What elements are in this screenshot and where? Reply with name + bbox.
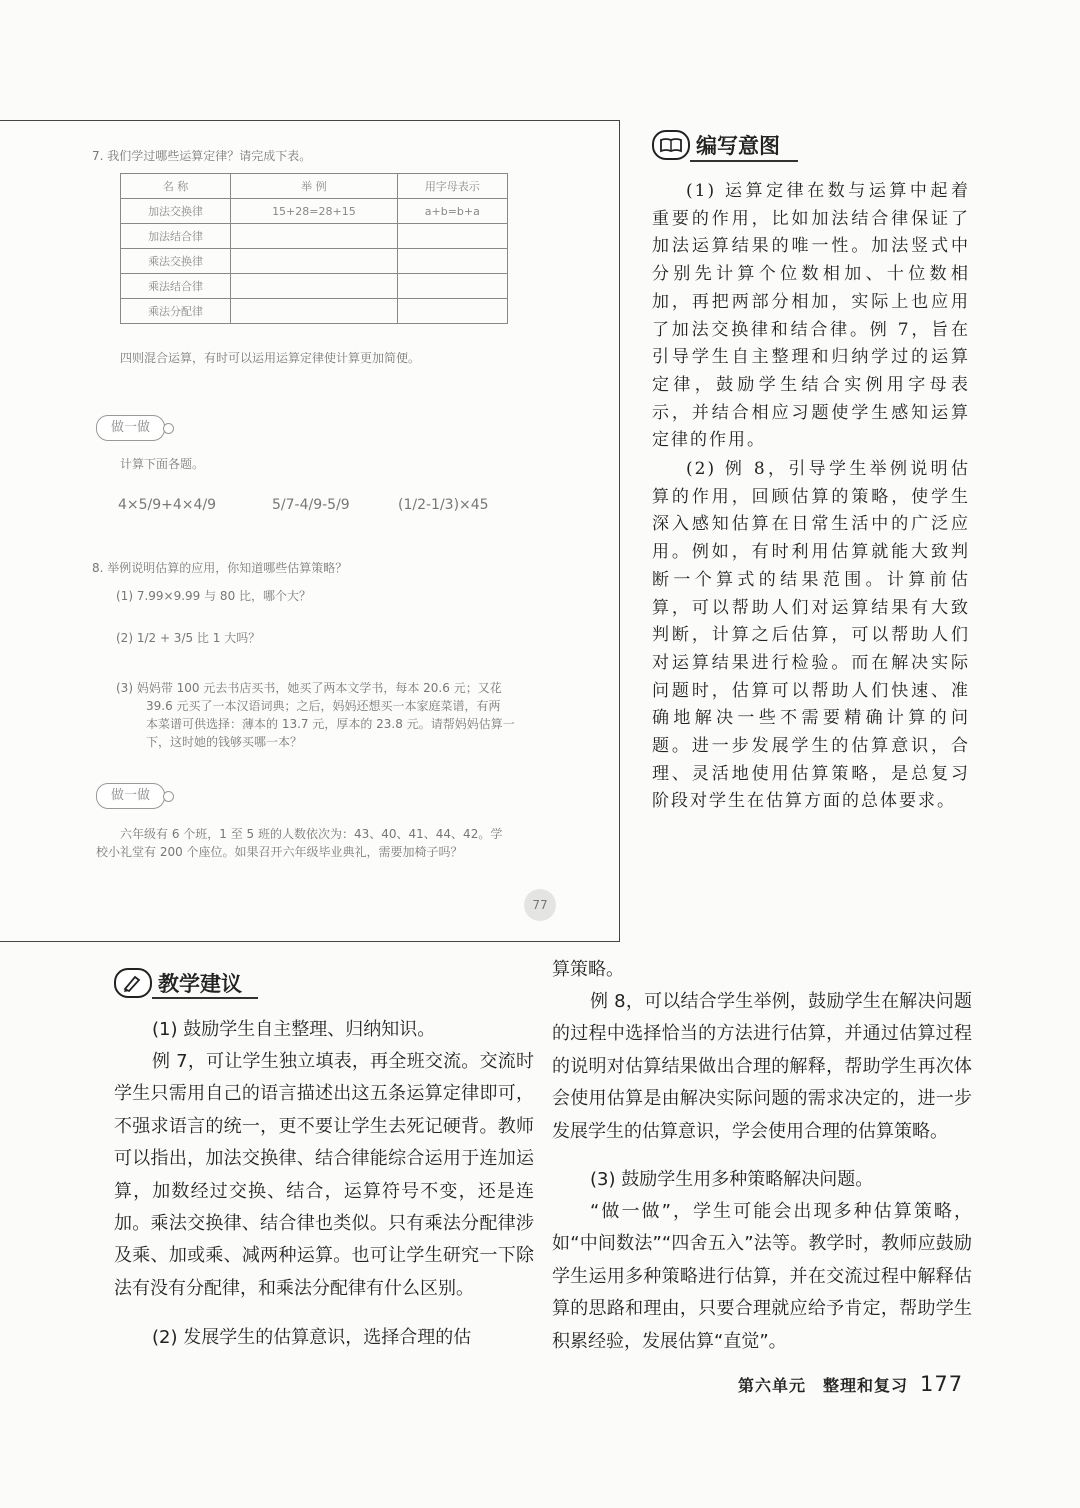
table-row: [121, 274, 508, 299]
suggestion-paragraph: 例 8，可以结合学生举例，鼓励学生在解决问题的过程中选择恰当的方法进行估算，并通过估算过程的说明对估算结果做出合理的解释，帮助学生再次体会使用估算是由解决实际问题的需求决定的，进一步发展学生的估算意识，学会使用合理的估算策略。: [552, 991, 972, 1142]
table-cell: 乘法分配律: [121, 299, 231, 324]
table-cell: [231, 249, 397, 274]
question-8-3: 本菜谱可供选择：薄本的 13.7 元，厚本的 23.8 元。请帮妈妈估算一: [146, 717, 515, 731]
exercise2: 六年级有 6 个班，1 至 5 班的人数依次为：43、40、41、44、42。学: [120, 827, 503, 841]
calc-item: 4×5/9+4×4/9: [118, 497, 217, 513]
calc-item: 5/7-4/9-5/9: [272, 497, 350, 513]
question-8-3: (3) 妈妈带 100 元去书店买书，她买了两本文学书，每本 20.6 元；又花: [116, 681, 502, 695]
suggestion-paragraph: “做一做”，学生可能会出现多种估算策略，如“中间数法”“四舍五入”法等。教学时，教师应鼓励学生运用多种策略进行估算，并在交流过程中解释估算的思路和理由，只要合理就应给予肯定，帮助学生积累经验，发展估算“直觉”。: [552, 1201, 972, 1352]
table-cell: [397, 249, 507, 274]
table-cell: a+b=b+a: [397, 199, 507, 224]
rules-table: [120, 173, 508, 324]
pen-icon: [114, 968, 152, 998]
table-header: 名 称: [121, 174, 231, 199]
teaching-suggestions-title: 教学建议: [158, 972, 242, 996]
exercise1-intro: 计算下面各题。: [120, 457, 205, 471]
table-cell: [397, 299, 507, 324]
table-header: 用字母表示: [397, 174, 507, 199]
exercise-badge: 做一做: [96, 783, 165, 809]
calc-item: (1/2-1/3)×45: [398, 497, 489, 513]
inset-page-number: 77: [524, 889, 556, 921]
table-header: 举 例: [231, 174, 397, 199]
table-row: [121, 199, 508, 224]
question-7: 7. 我们学过哪些运算定律？请完成下表。: [92, 149, 312, 163]
table-cell: 加法交换律: [121, 199, 231, 224]
table-cell: 乘法结合律: [121, 274, 231, 299]
table-cell: [231, 299, 397, 324]
table-cell: 乘法交换律: [121, 249, 231, 274]
table-cell: [231, 274, 397, 299]
suggestion-paragraph: (2) 发展学生的估算意识，选择合理的估: [152, 1327, 472, 1348]
page-number: 177: [920, 1372, 964, 1396]
page-footer: [738, 1372, 963, 1396]
writing-intent-heading: [652, 130, 780, 160]
exercise2: 校小礼堂有 200 个座位。如果召开六年级毕业典礼，需要加椅子吗？: [96, 845, 463, 859]
table-cell: [397, 224, 507, 249]
table-cell: [397, 274, 507, 299]
intent-paragraph-2: (2) 例 8，引导学生举例说明估算的作用，回顾估算的策略，使学生深入感知估算在日常生活中的广泛应用。例如，有时利用估算就能大致判断一个算式的结果范围。计算前估算，可以帮助人们对运算结果有大致判断，计算之后估算，可以帮助人们对运算结果进行检验。而在解决实际问题时，估算可以帮助人们快速、准确地解决一些不需要精确计算的问题。进一步发展学生的估算意识，合理、灵活地使用估算策略，是总复习阶段对学生在估算方面的总体要求。: [652, 459, 970, 812]
question-8-3: 下，这时她的钱够买哪一本？: [146, 735, 303, 749]
question-8: 8. 举例说明估算的应用，你知道哪些估算策略？: [92, 561, 348, 575]
suggestion-paragraph: (3) 鼓励学生用多种策略解决问题。: [590, 1169, 874, 1190]
writing-intent-title: 编写意图: [696, 134, 780, 158]
table-row: [121, 299, 508, 324]
table-row: [121, 224, 508, 249]
table-cell: 15+28=28+15: [231, 199, 397, 224]
exercise-badge: 做一做: [96, 415, 165, 441]
question-8-2: (2) 1/2 + 3/5 比 1 大吗？: [116, 631, 261, 645]
heading-underline: [690, 160, 798, 162]
unit-title: 第六单元 整理和复习: [738, 1376, 909, 1395]
note: 四则混合运算，有时可以运用运算定律使计算更加简便。: [120, 351, 421, 365]
table-row: [121, 249, 508, 274]
question-8-1: (1) 7.99×9.99 与 80 比，哪个大？: [116, 589, 312, 603]
suggestion-paragraph: 算策略。: [552, 959, 624, 980]
intent-paragraph-1: (1) 运算定律在数与运算中起着重要的作用，比如加法结合律保证了加法运算结果的唯一性。加法竖式中分别先计算个位数相加、十位数相加，再把两部分相加，实际上也应用了加法交换律和结合律。例 7，旨在引导学生自主整理和归纳学过的运算定律，鼓励学生结合实例用字母表示，并结合相应习题使学生感知运算定律的作用。: [652, 181, 970, 451]
suggestion-paragraph: 例 7，可让学生独立填表，再全班交流。交流时学生只需用自己的语言描述出这五条运算定律即可，不强求语言的统一，更不要让学生去死记硬背。教师可以指出，加法交换律、结合律能综合运用于连加运算，加数经过交换、结合，运算符号不变，还是连加。乘法交换律、结合律也类似。只有乘法分配律涉及乘、加或乘、减两种运算。也可让学生研究一下除法有没有分配律，和乘法分配律有什么区别。: [114, 1051, 534, 1299]
teaching-suggestions-heading: [114, 968, 242, 998]
book-icon: [652, 130, 690, 160]
table-cell: 加法结合律: [121, 224, 231, 249]
heading-underline: [152, 997, 258, 999]
student-page-inset: [0, 120, 620, 942]
suggestion-paragraph: (1) 鼓励学生自主整理、归纳知识。: [152, 1019, 436, 1040]
table-cell: [231, 224, 397, 249]
question-8-3: 39.6 元买了一本汉语词典；之后，妈妈还想买一本家庭菜谱，有两: [146, 699, 501, 713]
